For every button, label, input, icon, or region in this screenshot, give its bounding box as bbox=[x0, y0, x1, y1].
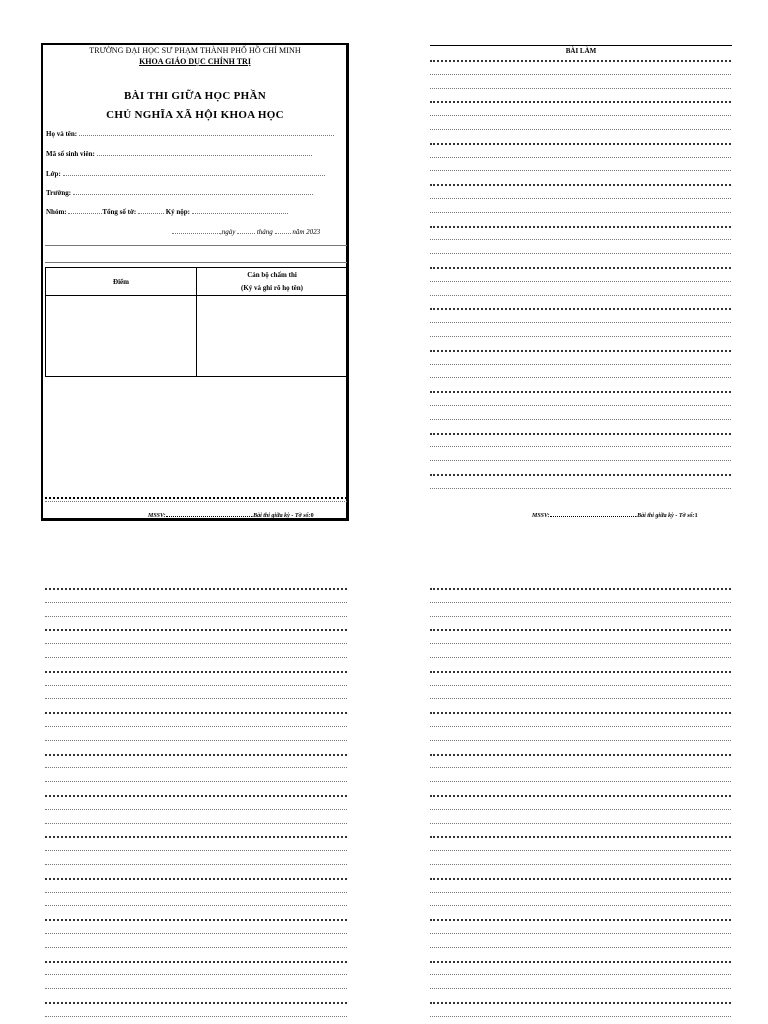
writing-line[interactable] bbox=[430, 1016, 731, 1017]
writing-line[interactable] bbox=[45, 947, 347, 948]
grader-title: Cán bộ chấm thi bbox=[247, 271, 297, 279]
writing-line[interactable] bbox=[45, 657, 347, 658]
writing-line[interactable] bbox=[430, 433, 731, 435]
mssv-blank[interactable] bbox=[550, 511, 636, 517]
writing-line[interactable] bbox=[430, 781, 731, 782]
writing-line[interactable] bbox=[45, 643, 347, 644]
writing-line[interactable] bbox=[430, 488, 731, 489]
writing-line[interactable] bbox=[45, 740, 347, 741]
writing-line[interactable] bbox=[45, 878, 347, 880]
writing-line[interactable] bbox=[430, 405, 731, 406]
divider bbox=[45, 245, 347, 246]
writing-line[interactable] bbox=[430, 129, 731, 130]
writing-line[interactable] bbox=[430, 988, 731, 989]
footer-suffix: .Bài thi giữa kỳ - Tờ số: bbox=[251, 513, 311, 519]
class-label: Lớp: bbox=[46, 170, 61, 178]
writing-line[interactable] bbox=[430, 239, 731, 240]
divider bbox=[45, 262, 347, 263]
date-line bbox=[172, 227, 320, 236]
day-label: ,ngày bbox=[220, 228, 236, 236]
writing-line[interactable] bbox=[430, 88, 731, 89]
writing-line[interactable] bbox=[430, 267, 731, 269]
writing-line[interactable] bbox=[45, 974, 347, 975]
month-blank[interactable] bbox=[275, 227, 291, 234]
writing-line[interactable] bbox=[430, 377, 731, 378]
writing-line[interactable] bbox=[45, 685, 347, 686]
writing-line[interactable] bbox=[430, 809, 731, 810]
writing-line[interactable] bbox=[430, 60, 731, 62]
writing-line[interactable] bbox=[45, 588, 347, 590]
writing-line[interactable] bbox=[45, 905, 347, 906]
faculty-name: KHOA GIÁO DỤC CHÍNH TRỊ bbox=[139, 57, 251, 66]
writing-line[interactable] bbox=[430, 795, 731, 797]
writing-line[interactable] bbox=[430, 101, 731, 103]
place-blank[interactable] bbox=[172, 227, 220, 234]
group-row bbox=[46, 207, 288, 216]
answer-top-rule bbox=[430, 45, 732, 46]
writing-line[interactable] bbox=[45, 809, 347, 810]
writing-line[interactable] bbox=[430, 616, 731, 617]
signature-blank[interactable] bbox=[192, 207, 288, 214]
grader-signature-cell[interactable] bbox=[197, 296, 348, 377]
writing-line[interactable] bbox=[45, 864, 347, 865]
score-table bbox=[45, 267, 348, 377]
writing-line[interactable] bbox=[430, 961, 731, 963]
class-field[interactable] bbox=[46, 169, 325, 178]
writing-line[interactable] bbox=[45, 850, 347, 851]
writing-line[interactable] bbox=[45, 795, 347, 797]
school-label: Trường: bbox=[46, 189, 72, 197]
school-blank[interactable] bbox=[73, 188, 313, 195]
writing-line[interactable] bbox=[45, 629, 347, 631]
writing-line[interactable] bbox=[430, 198, 731, 199]
name-blank[interactable] bbox=[79, 129, 334, 136]
answer-footer bbox=[532, 511, 698, 519]
writing-line[interactable] bbox=[430, 933, 731, 934]
writing-line[interactable] bbox=[430, 629, 731, 631]
writing-line[interactable] bbox=[430, 350, 731, 352]
writing-line[interactable] bbox=[430, 460, 731, 461]
writing-line[interactable] bbox=[45, 602, 347, 603]
grader-header bbox=[197, 268, 348, 296]
writing-line[interactable] bbox=[430, 671, 731, 673]
answer-heading: BÀI LÀM bbox=[565, 47, 597, 55]
writing-line[interactable] bbox=[430, 253, 731, 254]
writing-line[interactable] bbox=[430, 657, 731, 658]
writing-line[interactable] bbox=[45, 781, 347, 782]
writing-line[interactable] bbox=[430, 364, 731, 365]
writing-line[interactable] bbox=[430, 281, 731, 282]
mssv-label: MSSV: bbox=[148, 513, 166, 519]
writing-line[interactable] bbox=[430, 143, 731, 145]
writing-line[interactable] bbox=[430, 836, 731, 838]
month-label: tháng bbox=[256, 228, 273, 236]
writing-line[interactable] bbox=[430, 850, 731, 851]
mssv-label: MSSV: bbox=[532, 513, 550, 519]
writing-line[interactable] bbox=[430, 892, 731, 893]
grader-subtitle: (Ký và ghi rõ họ tên) bbox=[240, 284, 304, 292]
score-cell[interactable] bbox=[46, 296, 197, 377]
writing-line[interactable] bbox=[45, 712, 347, 714]
writing-line[interactable] bbox=[430, 474, 731, 476]
writing-line[interactable] bbox=[430, 170, 731, 171]
writing-line[interactable] bbox=[430, 643, 731, 644]
mssv-blank[interactable] bbox=[166, 511, 252, 517]
footer-suffix: .Bài thi giữa kỳ - Tờ số: bbox=[635, 513, 695, 519]
writing-line[interactable] bbox=[45, 892, 347, 893]
writing-line[interactable] bbox=[430, 726, 731, 727]
cover-bottom-rule bbox=[45, 501, 347, 502]
school-field[interactable] bbox=[46, 188, 313, 197]
signature-label: Ký nộp: bbox=[165, 208, 191, 216]
writing-line[interactable] bbox=[430, 391, 731, 393]
writing-line[interactable] bbox=[45, 671, 347, 673]
writing-line[interactable] bbox=[430, 905, 731, 906]
writing-line[interactable] bbox=[45, 961, 347, 963]
writing-line[interactable] bbox=[430, 322, 731, 323]
writing-line[interactable] bbox=[430, 74, 731, 75]
writing-line[interactable] bbox=[430, 767, 731, 768]
cover-footer bbox=[148, 511, 314, 519]
exam-title: BÀI THI GIỮA HỌC PHẦN bbox=[124, 90, 266, 102]
writing-line[interactable] bbox=[45, 919, 347, 921]
total-sheets-blank[interactable] bbox=[138, 207, 164, 214]
writing-line[interactable] bbox=[430, 419, 731, 420]
writing-line[interactable] bbox=[45, 823, 347, 824]
writing-line[interactable] bbox=[45, 698, 347, 699]
writing-line[interactable] bbox=[430, 1002, 731, 1004]
student-id-blank[interactable] bbox=[97, 149, 312, 156]
writing-line[interactable] bbox=[430, 878, 731, 880]
writing-line[interactable] bbox=[430, 115, 731, 116]
writing-line[interactable] bbox=[430, 602, 731, 603]
name-field[interactable] bbox=[46, 129, 334, 138]
writing-line[interactable] bbox=[45, 754, 347, 756]
writing-line[interactable] bbox=[45, 616, 347, 617]
sheet-number: 1 bbox=[694, 513, 698, 519]
writing-line[interactable] bbox=[45, 933, 347, 934]
total-sheets-label: Tổng số tờ: bbox=[102, 208, 137, 216]
student-id-label: Mã số sinh viên: bbox=[46, 150, 95, 158]
group-label: Nhóm: bbox=[46, 208, 67, 216]
writing-line[interactable] bbox=[430, 588, 731, 590]
year-label: năm 2023 bbox=[292, 228, 321, 236]
score-header: Điểm bbox=[46, 268, 197, 296]
writing-line[interactable] bbox=[430, 184, 731, 186]
sheet-number: 0 bbox=[310, 513, 314, 519]
group-blank[interactable] bbox=[68, 207, 102, 214]
writing-line[interactable] bbox=[45, 836, 347, 838]
writing-line[interactable] bbox=[430, 226, 731, 228]
writing-line[interactable] bbox=[45, 726, 347, 727]
writing-line[interactable] bbox=[430, 754, 731, 756]
writing-line[interactable] bbox=[430, 712, 731, 714]
course-title: CHỦ NGHĨA XÃ HỘI KHOA HỌC bbox=[106, 109, 284, 121]
writing-line[interactable] bbox=[430, 157, 731, 158]
writing-line[interactable] bbox=[430, 685, 731, 686]
writing-line[interactable] bbox=[45, 1002, 347, 1004]
writing-line[interactable] bbox=[430, 336, 731, 337]
writing-line[interactable] bbox=[430, 919, 731, 921]
writing-line[interactable] bbox=[430, 740, 731, 741]
day-blank[interactable] bbox=[237, 227, 255, 234]
class-blank[interactable] bbox=[63, 169, 325, 176]
writing-line[interactable] bbox=[430, 308, 731, 310]
writing-line[interactable] bbox=[430, 864, 731, 865]
writing-line[interactable] bbox=[45, 1016, 347, 1017]
writing-line[interactable] bbox=[45, 988, 347, 989]
writing-line[interactable] bbox=[430, 974, 731, 975]
writing-line[interactable] bbox=[45, 767, 347, 768]
writing-line[interactable] bbox=[430, 947, 731, 948]
writing-line[interactable] bbox=[430, 446, 731, 447]
writing-line[interactable] bbox=[430, 212, 731, 213]
student-id-field[interactable] bbox=[46, 149, 312, 158]
cover-bottom-rule bbox=[45, 497, 347, 499]
name-label: Họ và tên: bbox=[46, 130, 78, 138]
writing-line[interactable] bbox=[430, 698, 731, 699]
writing-line[interactable] bbox=[430, 823, 731, 824]
writing-line[interactable] bbox=[430, 295, 731, 296]
university-name: TRƯỜNG ĐẠI HỌC SƯ PHẠM THÀNH PHỐ HỒ CHÍ MINH bbox=[89, 46, 301, 55]
